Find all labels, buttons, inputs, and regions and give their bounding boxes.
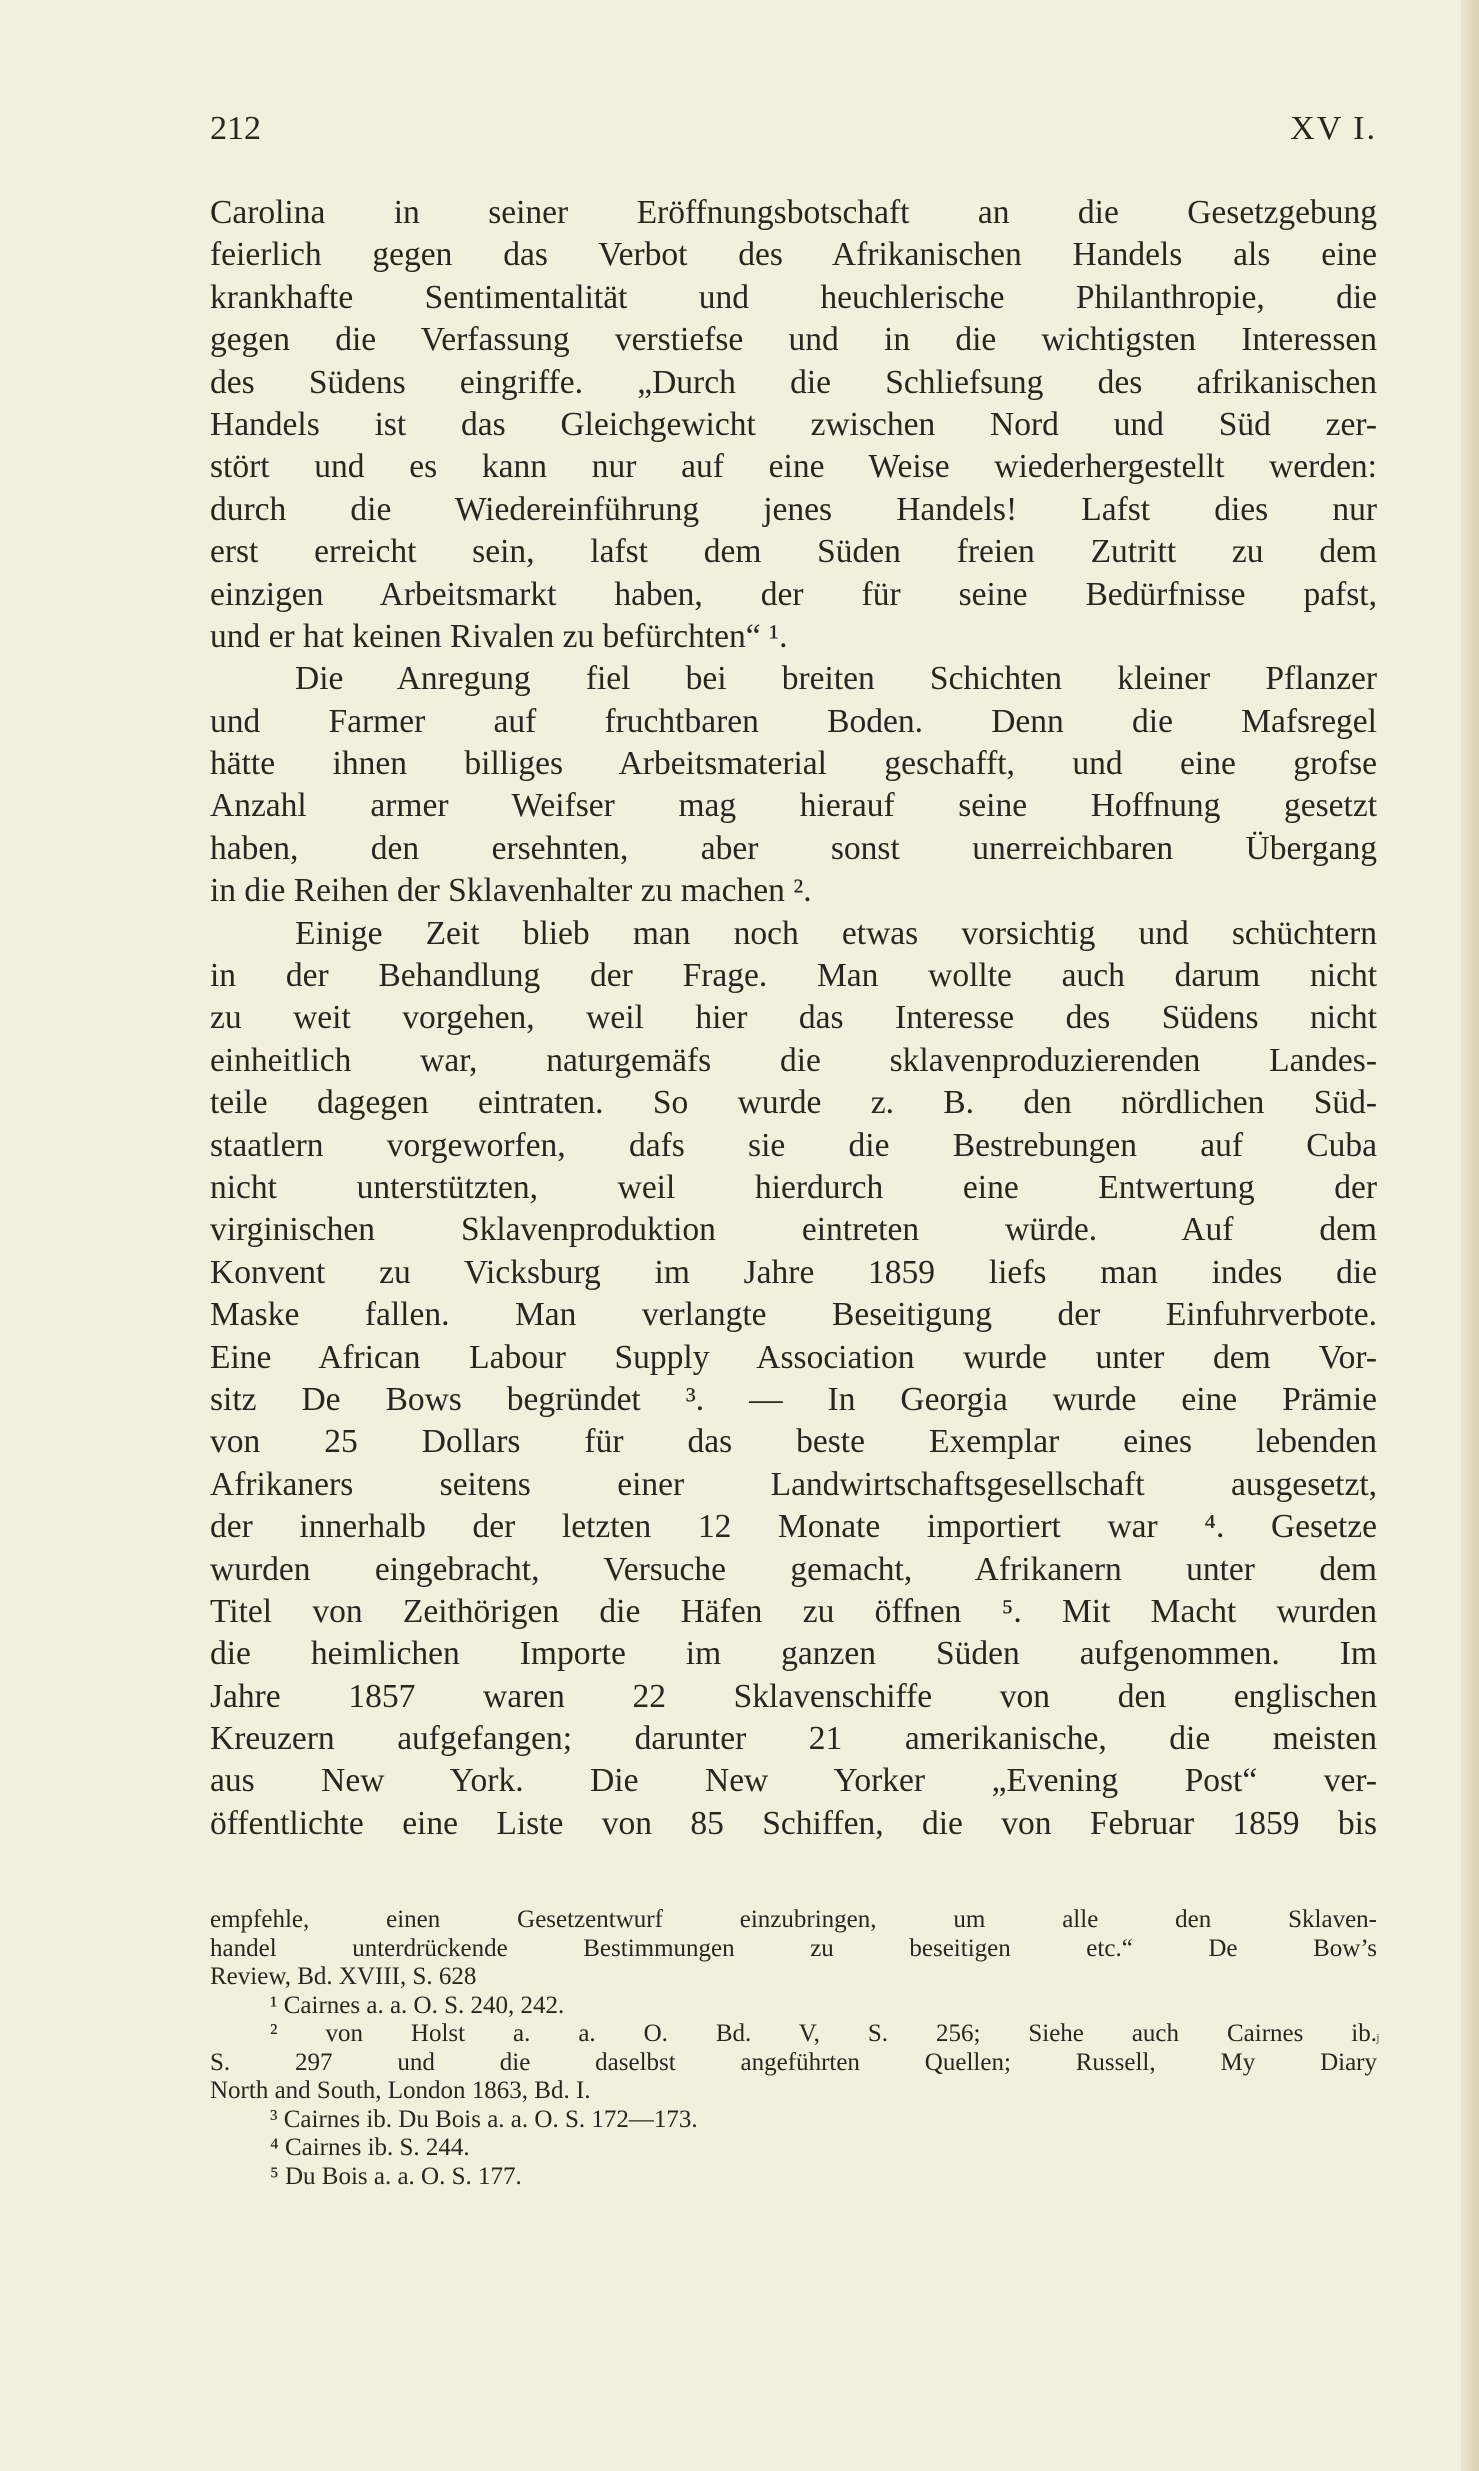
running-header (210, 110, 1377, 160)
text-line: wurden eingebracht, Versuche gemacht, Afrikanern unter dem (210, 1550, 1377, 1588)
footnote-line: S. 297 und die daselbst angeführten Quellen; Russell, My Diary (210, 2048, 1377, 2076)
text-line: erst erreicht sein, lafst dem Süden freien Zutritt zu dem (210, 533, 1377, 571)
footnote-line: North and South, London 1863, Bd. I. (210, 2077, 591, 2104)
text-line: durch die Wiedereinführung jenes Handels! Lafst dies nur (210, 490, 1377, 528)
footnote-line: ⁴ Cairnes ib. S. 244. (270, 2134, 470, 2161)
text-line: Anzahl armer Weifser mag hierauf seine Hoffnung gesetzt (210, 787, 1377, 825)
text-line: teile dagegen eintraten. So wurde z. B. den nördlichen Süd- (210, 1084, 1377, 1122)
text-line: aus New York. Die New Yorker „Evening Post“ ver- (210, 1762, 1377, 1800)
margin-mark: ʲ (1376, 2030, 1380, 2052)
text-line: von 25 Dollars für das beste Exemplar eines lebenden (210, 1423, 1377, 1461)
text-line: Jahre 1857 waren 22 Sklavenschiffe von den englischen (210, 1677, 1377, 1715)
text-line: hätte ihnen billiges Arbeitsmaterial geschafft, und eine grofse (210, 745, 1377, 783)
text-line: Einige Zeit blieb man noch etwas vorsichtig und schüchtern (295, 914, 1377, 952)
main-text (210, 192, 1377, 1845)
text-line: und er hat keinen Rivalen zu befürchten“ ¹. (210, 617, 788, 655)
text-line: Titel von Zeithörigen die Häfen zu öffnen ⁵. Mit Macht wurden (210, 1592, 1377, 1630)
text-line: in der Behandlung der Frage. Man wollte auch darum nicht (210, 957, 1377, 995)
text-line: zu weit vorgehen, weil hier das Interesse des Südens nicht (210, 999, 1377, 1037)
footnote-line: ² von Holst a. a. O. Bd. V, S. 256; Siehe auch Cairnes ib. (270, 2020, 1377, 2047)
text-line: öffentlichte eine Liste von 85 Schiffen, die von Februar 1859 bis (210, 1804, 1377, 1842)
text-line: stört und es kann nur auf eine Weise wiederhergestellt werden: (210, 448, 1377, 486)
text-line: der innerhalb der letzten 12 Monate importiert war ⁴. Gesetze (210, 1508, 1377, 1546)
text-line: feierlich gegen das Verbot des Afrikanischen Handels als eine (210, 236, 1377, 274)
text-line: nicht unterstützten, weil hierdurch eine Entwertung der (210, 1168, 1377, 1206)
text-line: einzigen Arbeitsmarkt haben, der für seine Bedürfnisse pafst, (210, 575, 1377, 613)
text-line: des Südens eingriffe. „Durch die Schliefsung des afrikanischen (210, 363, 1377, 401)
text-line: Afrikaners seitens einer Landwirtschaftsgesellschaft ausgesetzt, (210, 1465, 1377, 1503)
text-line: Eine African Labour Supply Association wurde unter dem Vor- (210, 1338, 1377, 1376)
text-line: Die Anregung fiel bei breiten Schichten kleiner Pflanzer (295, 660, 1377, 698)
text-line: staatlern vorgeworfen, dafs sie die Bestrebungen auf Cuba (210, 1126, 1377, 1164)
text-line: virginischen Sklavenproduktion eintreten würde. Auf dem (210, 1211, 1377, 1249)
footnotes (210, 1906, 1380, 2191)
text-line: und Farmer auf fruchtbaren Boden. Denn die Mafsregel (210, 702, 1377, 740)
text-line: krankhafte Sentimentalität und heuchlerische Philanthropie, die (210, 278, 1377, 316)
text-line: Maske fallen. Man verlangte Beseitigung der Einfuhrverbote. (210, 1296, 1377, 1334)
text-line: Konvent zu Vicksburg im Jahre 1859 liefs man indes die (210, 1253, 1377, 1291)
footnote-line: ³ Cairnes ib. Du Bois a. a. O. S. 172—173. (270, 2105, 698, 2133)
footnote-line: empfehle, einen Gesetzentwurf einzubringen, um alle den Sklaven- (210, 1906, 1377, 1933)
text-line: Carolina in seiner Eröffnungsbotschaft an die Gesetzgebung (210, 194, 1377, 231)
chapter-marker: XV I. (1290, 110, 1377, 147)
text-line: gegen die Verfassung verstiefse und in die wichtigsten Interessen (210, 321, 1377, 359)
footnote-line: handel unterdrückende Bestimmungen zu beseitigen etc.“ De Bow’s (210, 1934, 1377, 1962)
footnote-line: ¹ Cairnes a. a. O. S. 240, 242. (270, 1991, 565, 2019)
page-number: 212 (210, 110, 261, 147)
text-line: die heimlichen Importe im ganzen Süden aufgenommen. Im (210, 1635, 1377, 1673)
text-line: einheitlich war, naturgemäfs die sklavenproduzierenden Landes- (210, 1041, 1377, 1079)
text-line: Handels ist das Gleichgewicht zwischen Nord und Süd zer- (210, 405, 1377, 443)
text-line: haben, den ersehnten, aber sonst unerreichbaren Übergang (210, 829, 1377, 867)
text-line: sitz De Bows begründet ³. — In Georgia wurde eine Prämie (210, 1380, 1377, 1418)
footnote-line: ⁵ Du Bois a. a. O. S. 177. (270, 2162, 522, 2190)
text-line: in die Reihen der Sklavenhalter zu machen ². (210, 872, 812, 910)
footnote-line: Review, Bd. XVIII, S. 628 (210, 1963, 477, 1990)
text-line: Kreuzern aufgefangen; darunter 21 amerikanische, die meisten (210, 1720, 1377, 1758)
